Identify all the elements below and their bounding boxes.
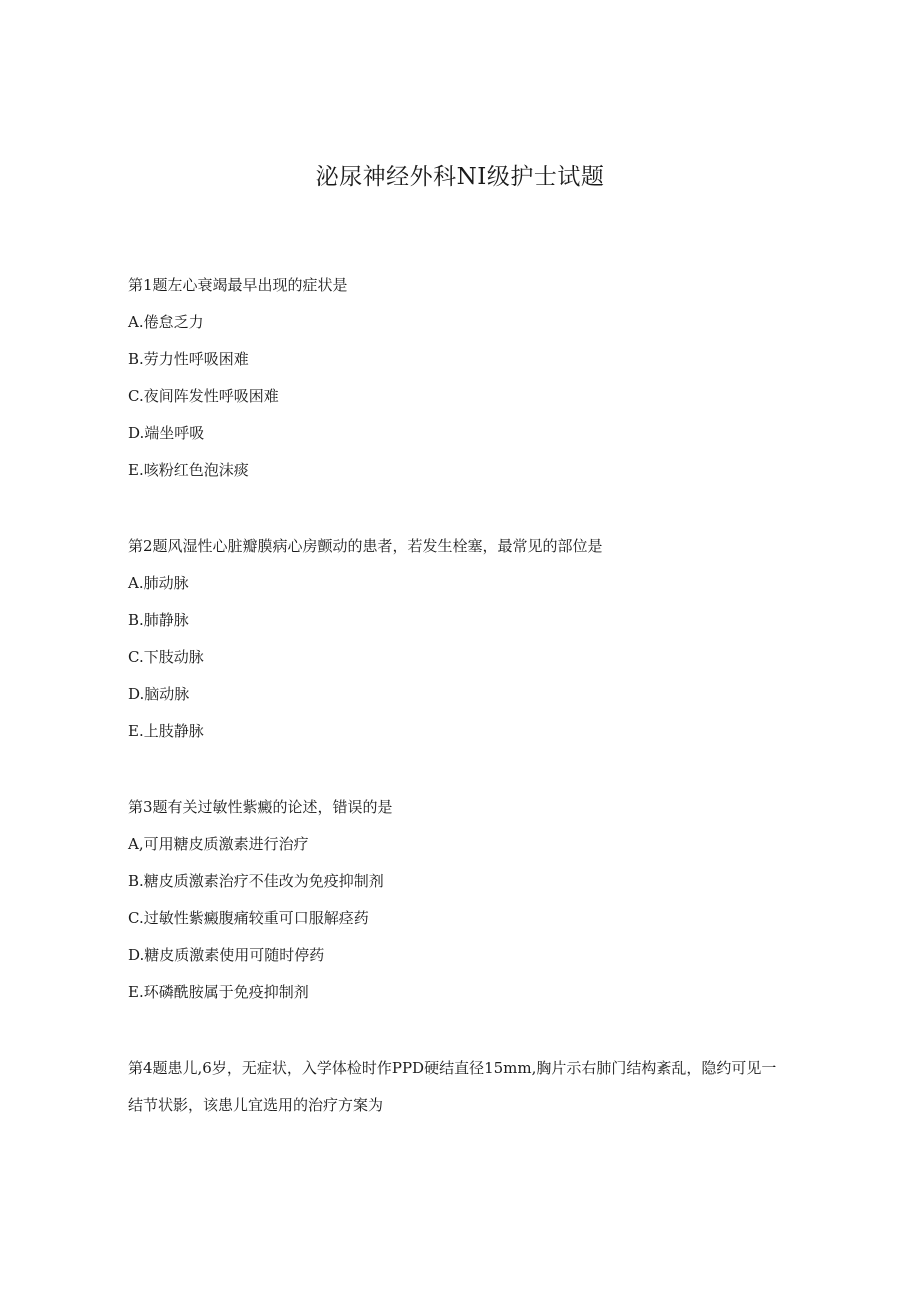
option-d: D.端坐呼吸 (128, 424, 205, 442)
question-3 (128, 789, 788, 1011)
option-c: C.下肢动脉 (128, 648, 204, 666)
option-a: A.倦怠乏力 (128, 313, 204, 331)
question-4 (128, 1050, 788, 1124)
option-b: B.劳力性呼吸困难 (128, 350, 249, 368)
option-b: B.糖皮质激素治疗不佳改为免疫抑制剂 (128, 872, 384, 890)
question-stem: 第3题有关过敏性紫癜的论述，错误的是 (128, 798, 393, 816)
option-c: C.过敏性紫癜腹痛较重可口服解痉药 (128, 909, 369, 927)
question-stem: 第1题左心衰竭最早出现的症状是 (128, 276, 348, 294)
question-2 (128, 528, 788, 750)
option-b: B.肺静脉 (128, 611, 189, 629)
option-a: A,可用糖皮质激素进行治疗 (128, 835, 309, 853)
option-a: A.肺动脉 (128, 574, 189, 592)
question-1 (128, 267, 788, 489)
option-e: E.上肢静脉 (128, 722, 204, 740)
question-stem: 第2题风湿性心脏瓣膜病心房颤动的患者，若发生栓塞，最常见的部位是 (128, 537, 603, 555)
option-e: E.咳粉红色泡沫痰 (128, 461, 249, 479)
option-d: D.脑动脉 (128, 685, 190, 703)
document-title: 泌尿神经外科NI级护士试题 (315, 164, 605, 190)
question-stem: 第4题患儿,6岁，无症状，入学体检时作PPD硬结直径15mm,胸片示右肺门结构紊乱，隐约可见一结节状影，该患儿宜选用的治疗方案为 (128, 1059, 777, 1114)
option-e: E.环磷酰胺属于免疫抑制剂 (128, 983, 309, 1001)
option-c: C.夜间阵发性呼吸困难 (128, 387, 279, 405)
option-d: D.糖皮质激素使用可随时停药 (128, 946, 325, 964)
